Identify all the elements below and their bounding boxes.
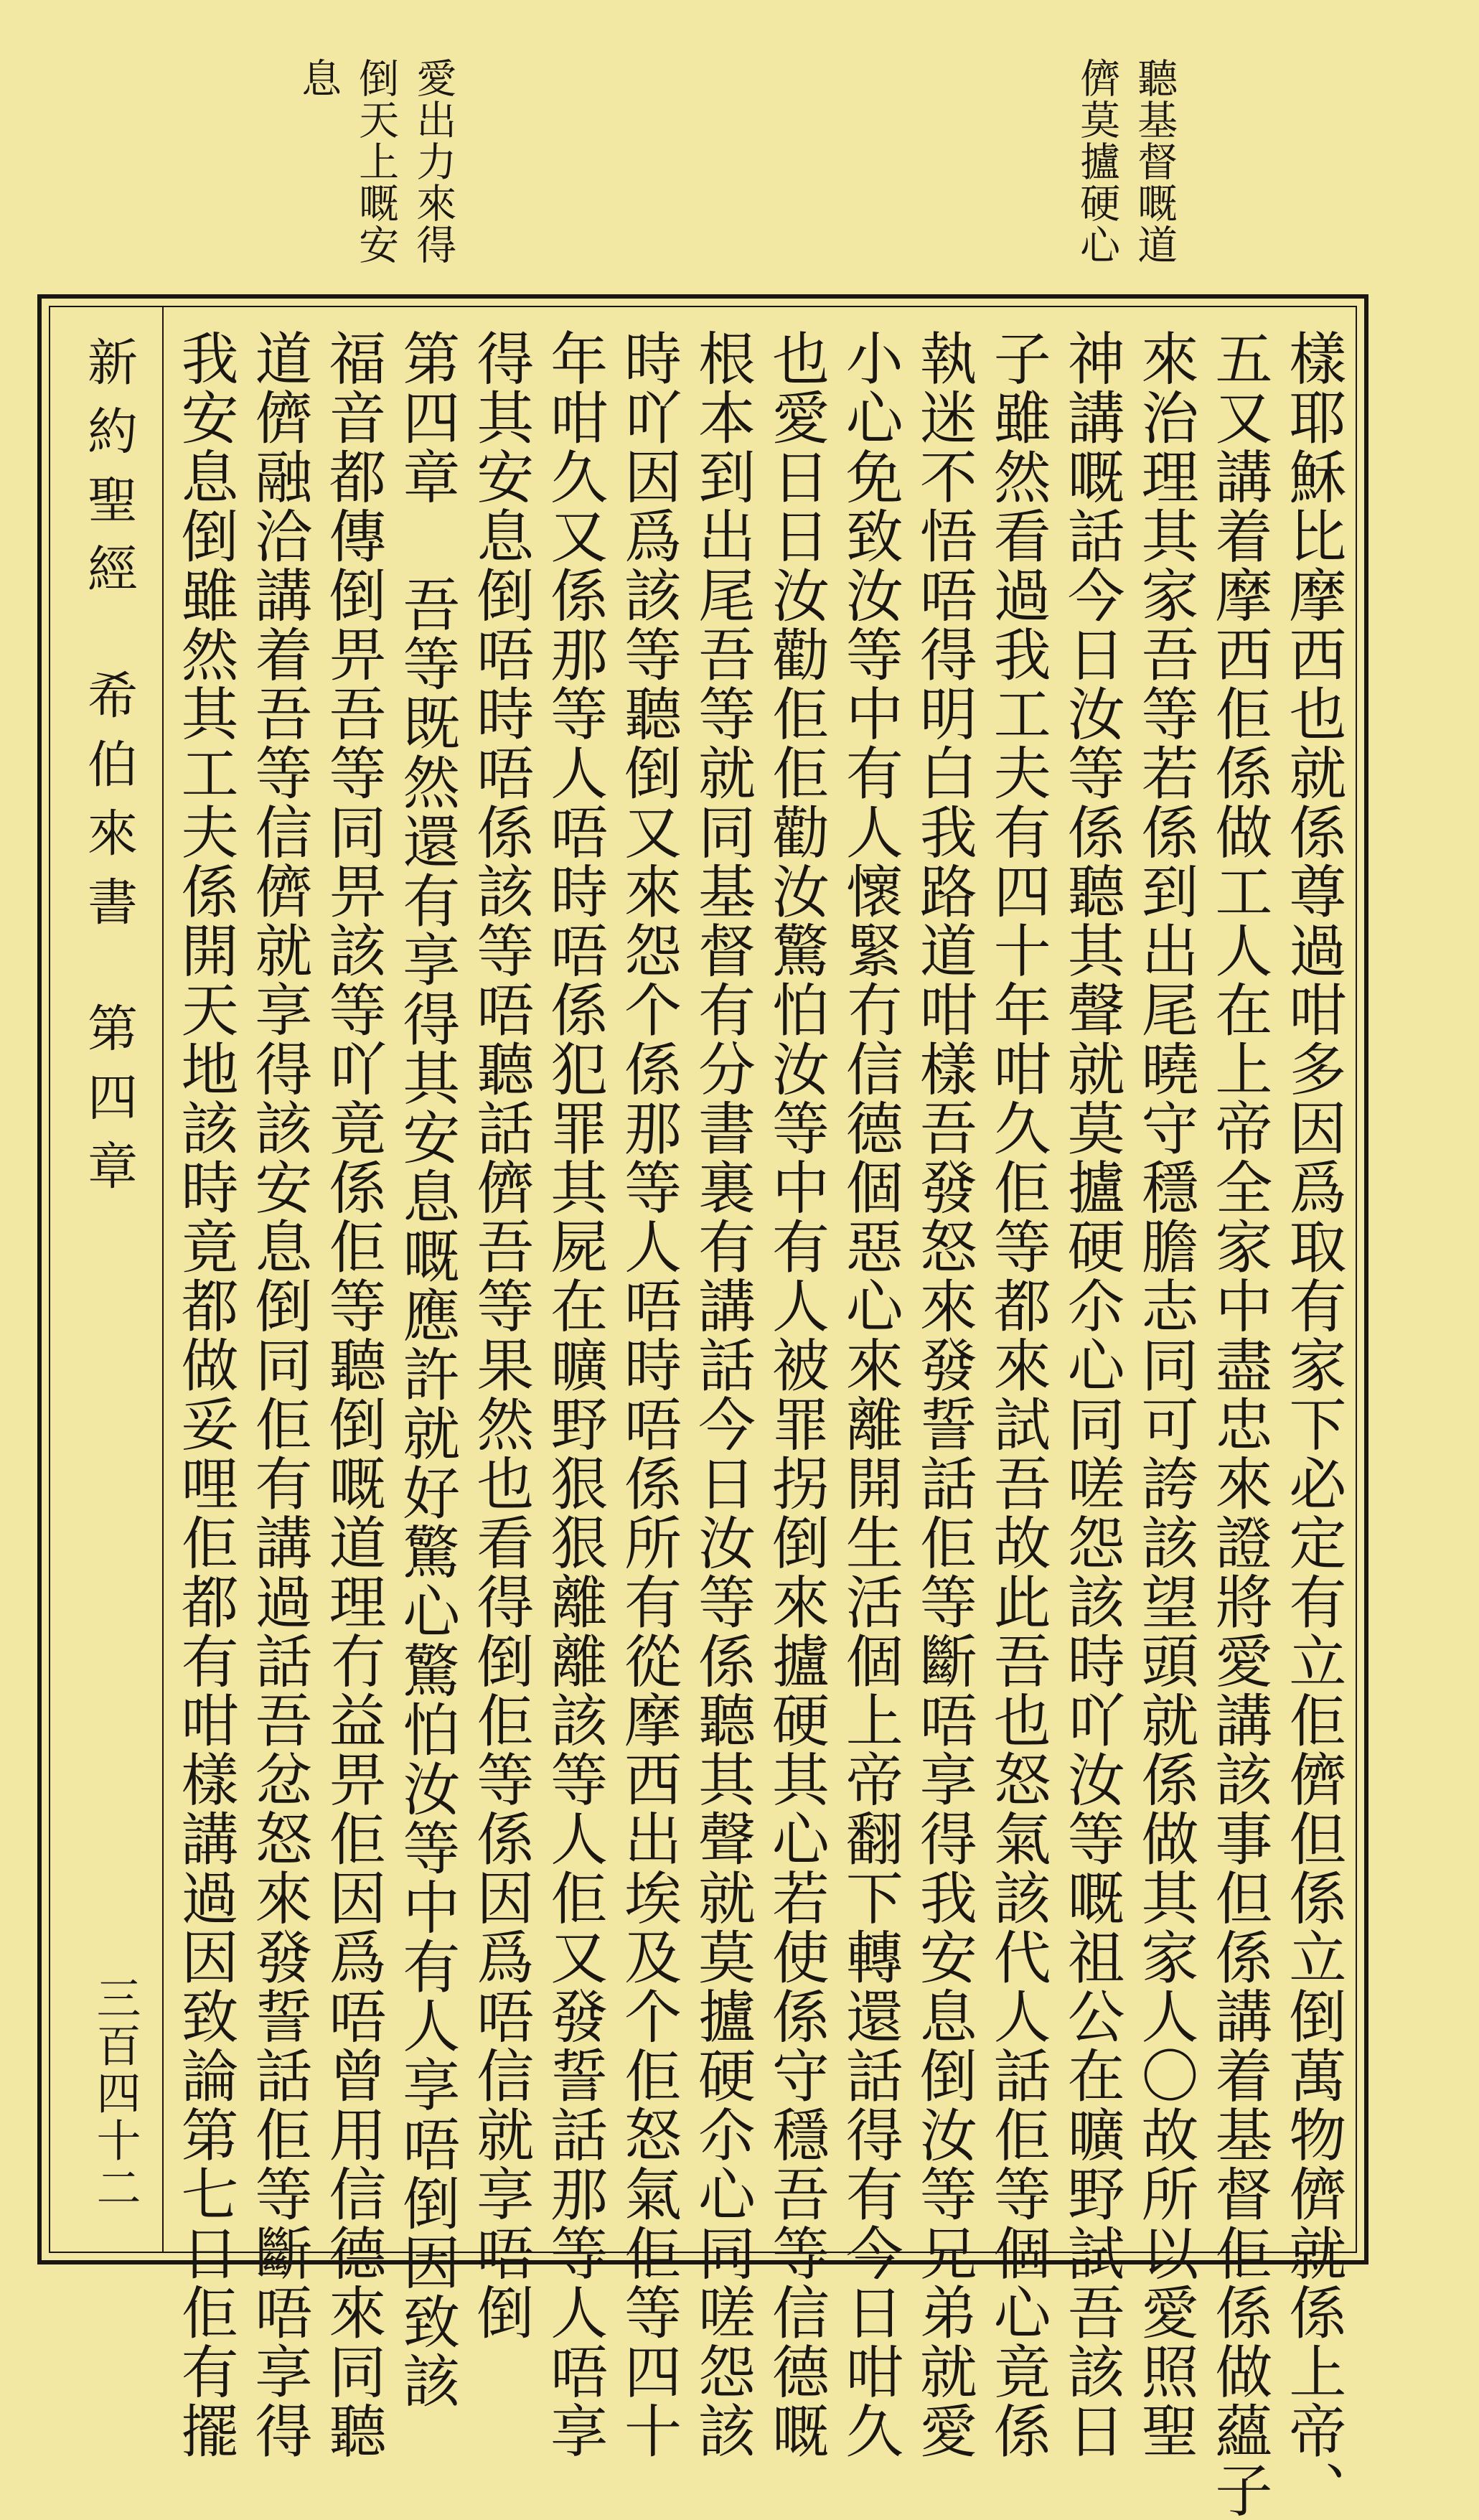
- text-column: 五又講着摩西佢係做工人在上帝全家中盡忠來證將愛講該事但係講着基督佢係做蘊子: [1205, 329, 1272, 2520]
- text-column: 道儕融洽講着吾等信儕就享得該安息倒同佢有講過話吾忿怒來發誓話佢等斷唔享得: [245, 329, 312, 2460]
- page-number: 三百四十二: [89, 1975, 141, 2212]
- margin-note: 聽基督嘅道: [1131, 57, 1178, 266]
- chapter-label: 第四章: [79, 1002, 138, 1209]
- bleed-through-mark: [954, 65, 1003, 108]
- text-column: 得其安息倒唔時唔係該等唔聽話儕吾等果然也看得倒佢等係因爲唔信就享唔倒: [466, 329, 534, 2342]
- text-column: 時吖因爲該等聽倒又來怨个係那等人唔時唔係所有從摩西出埃及个佢怒氣佢等四十: [614, 329, 682, 2460]
- margin-note: 息: [295, 57, 342, 99]
- book-title: 新約聖經: [79, 336, 138, 612]
- text-column: 根本到出尾吾等就同基督有分書裏有講話今日汝等係聽其聲就莫攎硬尒心同嗟怨該: [688, 329, 756, 2460]
- text-column: 來治理其家吾等若係到出尾曉守穩膽志同可誇該望頭就係做其家人〇故所以愛照聖: [1131, 329, 1198, 2460]
- scripture-body: [172, 329, 1346, 2520]
- text-column: 小心免致汝等中有人懷緊冇信德個惡心來離開生活個上帝翻下轉還話得有今日咁久: [836, 329, 903, 2460]
- margin-note: 倒天上嘅安: [352, 57, 400, 266]
- text-column: 福音都傳倒畀吾等同畀該等吖竟係佢等聽倒嘅道理冇益畀佢因爲唔曾用信德來同聽: [319, 329, 386, 2460]
- text-column: 神講嘅話今日汝等係聽其聲就莫攎硬尒心同嗟怨該時吖汝等嘅祖公在曠野試吾該日: [1058, 329, 1125, 2460]
- margin-note: 儕莫攎硬心: [1074, 57, 1121, 266]
- text-column: 也愛日日汝勸佢佢勸汝驚怕汝等中有人被罪拐倒來攎硬其心若使係守穩吾等信德嘅: [762, 329, 830, 2460]
- text-column: 年咁久又係那等人唔時唔係犯罪其屍在曠野狠狠離離該等人佢又發誓話那等人唔享: [540, 329, 608, 2460]
- epistle-title: 希伯來書: [79, 669, 138, 945]
- inner-frame: [49, 306, 1357, 2520]
- margin-notes-right: [1073, 57, 1178, 266]
- text-column: 第四章 吾等既然還有享得其安息嘅應許就好驚心驚怕汝等中有人享唔倒因致該: [393, 329, 460, 2411]
- text-column: 樣耶穌比摩西也就係尊過咁多因爲取有家下必定有立佢儕但係立倒萬物儕就係上帝、: [1279, 329, 1346, 2520]
- running-head: [56, 307, 164, 2252]
- margin-note: 愛出力來得: [410, 57, 457, 266]
- page-frame: [37, 294, 1368, 2520]
- margin-notes-left: [294, 57, 456, 266]
- text-column: 我安息倒雖然其工夫係開天地該時竟都做妥哩佢都有咁樣講過因致論第七日佢有擺: [172, 329, 238, 2460]
- text-column: 子雖然看過我工夫有四十年咁久佢等都來試吾故此吾也怒氣該代人話佢等個心竟係: [984, 329, 1051, 2460]
- text-column: 執迷不悟唔得明白我路道咁樣吾發怒來發誓話佢等斷唔享得我安息倒汝等兄弟就愛: [910, 329, 977, 2460]
